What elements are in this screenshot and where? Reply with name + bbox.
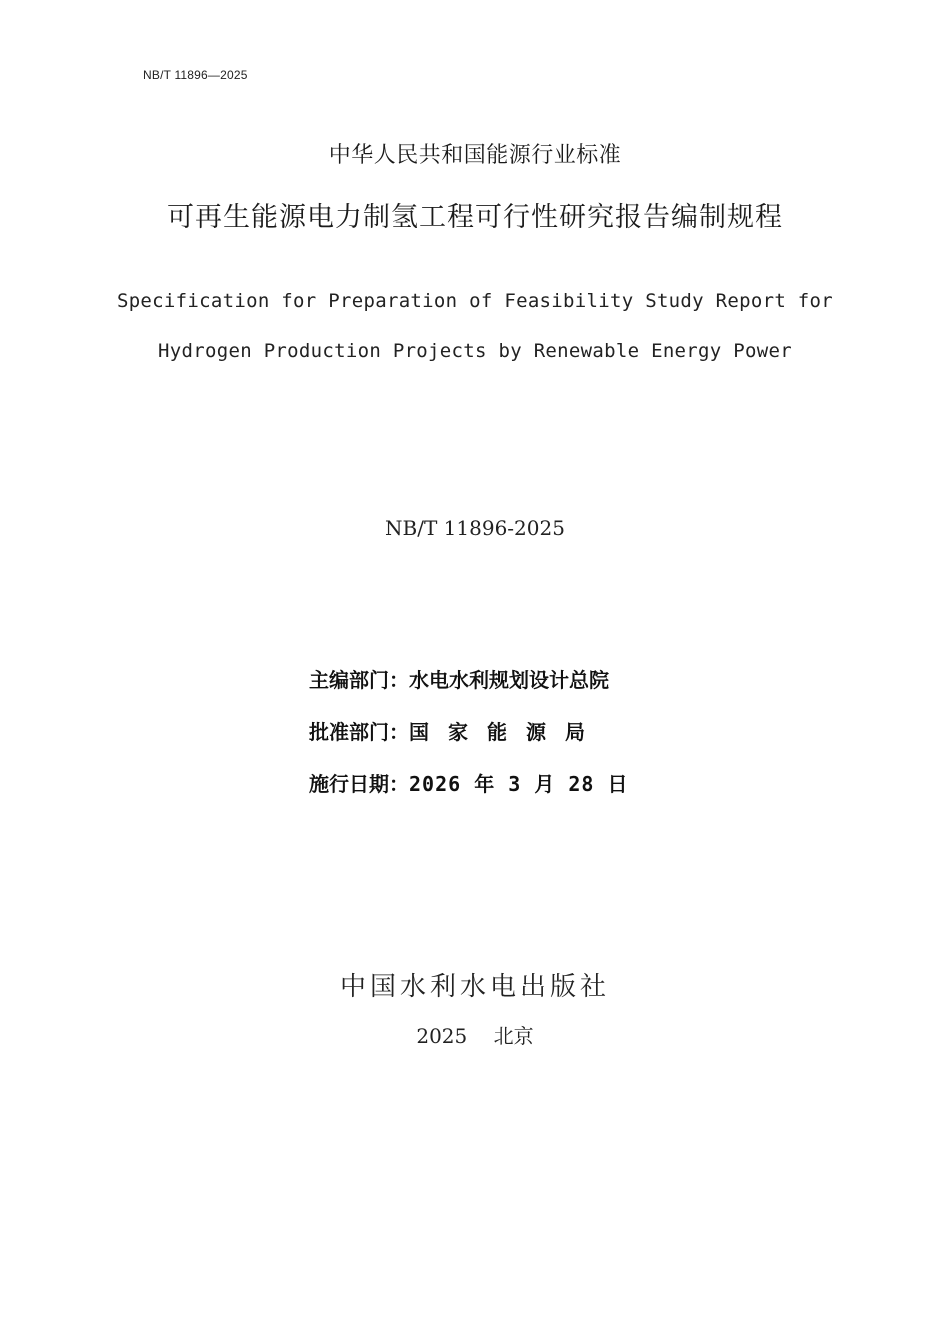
publisher-name: 中国水利水电出版社: [339, 972, 610, 1002]
approver-label: 批准部门：: [309, 720, 409, 744]
editor-row: [309, 664, 609, 693]
title-english-line-1: Specification for Preparation of Feasibility Study Report for: [116, 290, 834, 312]
editor-value: 水电水利规划设计总院: [409, 668, 609, 692]
title-english-line-2: Hydrogen Production Projects by Renewable Energy Power: [158, 340, 792, 362]
editor-label: 主编部门：: [309, 668, 409, 692]
approver-value: 国家能源局: [409, 720, 604, 744]
standard-number: NB/T 11896-2025: [385, 516, 565, 540]
effective-date-label: 施行日期：: [309, 772, 409, 796]
standard-category: 中华人民共和国能源行业标准: [328, 143, 622, 168]
effective-date-value: 2026 年 3 月 28 日: [409, 772, 629, 796]
approver-row: [309, 716, 604, 745]
title-chinese: 可再生能源电力制氢工程可行性研究报告编制规程: [167, 202, 783, 233]
effective-date-row: [309, 768, 629, 797]
header-standard-code: NB/T 11896—2025: [143, 68, 248, 82]
publication-year-place: 2025 北京: [416, 1024, 534, 1048]
